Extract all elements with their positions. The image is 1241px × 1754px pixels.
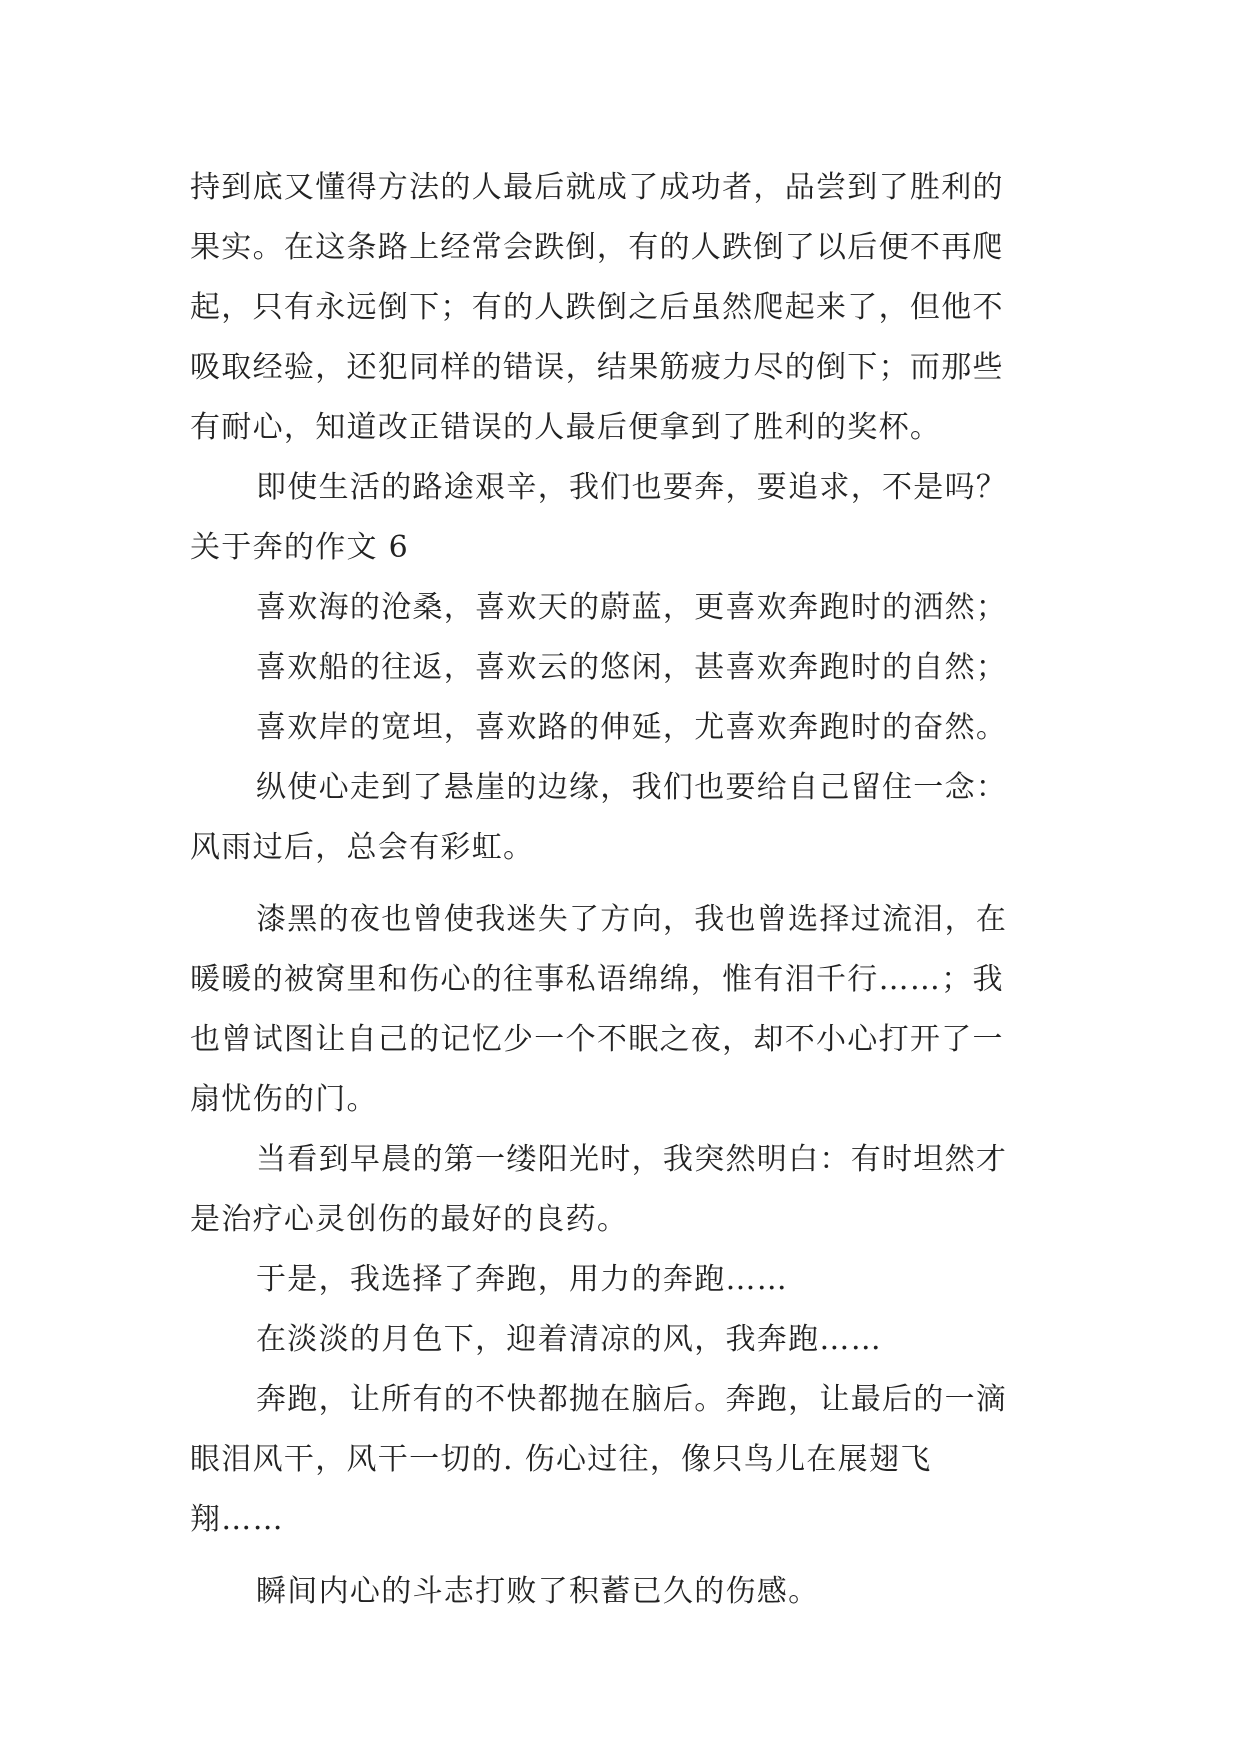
text-line: 奔跑，让所有的不快都抛在脑后。奔跑，让最后的一滴 (256, 1382, 1008, 1417)
text-line: 持到底又懂得方法的人最后就成了成功者，品尝到了胜利的 (190, 170, 1004, 205)
text-line: 暖暖的被窝里和伤心的往事私语绵绵，惟有泪千行……；我 (190, 962, 1004, 997)
text-line: 于是，我选择了奔跑，用力的奔跑…… (256, 1262, 789, 1297)
text-line: 喜欢船的往返，喜欢云的悠闲，甚喜欢奔跑时的自然； (256, 650, 1008, 685)
text-line: 吸取经验，还犯同样的错误，结果筋疲力尽的倒下；而那些 (190, 350, 1004, 385)
text-line: 在淡淡的月色下，迎着清凉的风，我奔跑…… (256, 1322, 882, 1357)
text-line: 起，只有永远倒下；有的人跌倒之后虽然爬起来了，但他不 (190, 290, 1004, 325)
text-line: 当看到早晨的第一缕阳光时，我突然明白：有时坦然才 (256, 1142, 1008, 1177)
text-line: 是治疗心灵创伤的最好的良药。 (190, 1202, 629, 1237)
text-line: 喜欢海的沧桑，喜欢天的蔚蓝，更喜欢奔跑时的洒然； (256, 590, 1008, 625)
document-body (190, 158, 1070, 1622)
text-line: 喜欢岸的宽坦，喜欢路的伸延，尤喜欢奔跑时的奋然。 (256, 710, 1008, 745)
text-line: 风雨过后，总会有彩虹。 (190, 830, 535, 865)
text-line: 漆黑的夜也曾使我迷失了方向，我也曾选择过流泪，在 (256, 902, 1008, 937)
text-line: 翔…… (190, 1502, 284, 1537)
text-line: 有耐心，知道改正错误的人最后便拿到了胜利的奖杯。 (190, 410, 942, 445)
text-line: 果实。在这条路上经常会跌倒，有的人跌倒了以后便不再爬 (190, 230, 1004, 265)
paragraph-gap (190, 1550, 1070, 1562)
text-line: 即使生活的路途艰辛，我们也要奔，要追求，不是吗？ (256, 470, 1008, 505)
text-line: 扇忧伤的门。 (190, 1082, 378, 1117)
text-line: 也曾试图让自己的记忆少一个不眠之夜，却不小心打开了一 (190, 1022, 1004, 1057)
text-line: 纵使心走到了悬崖的边缘，我们也要给自己留住一念： (256, 770, 1008, 805)
text-line: 眼泪风干，风干一切的. 伤心过往，像只鸟儿在展翅飞 (190, 1442, 932, 1477)
section-heading: 关于奔的作文 6 (190, 530, 410, 565)
paragraph-gap (190, 878, 1070, 890)
text-line: 瞬间内心的斗志打败了积蓄已久的伤感。 (256, 1574, 820, 1609)
